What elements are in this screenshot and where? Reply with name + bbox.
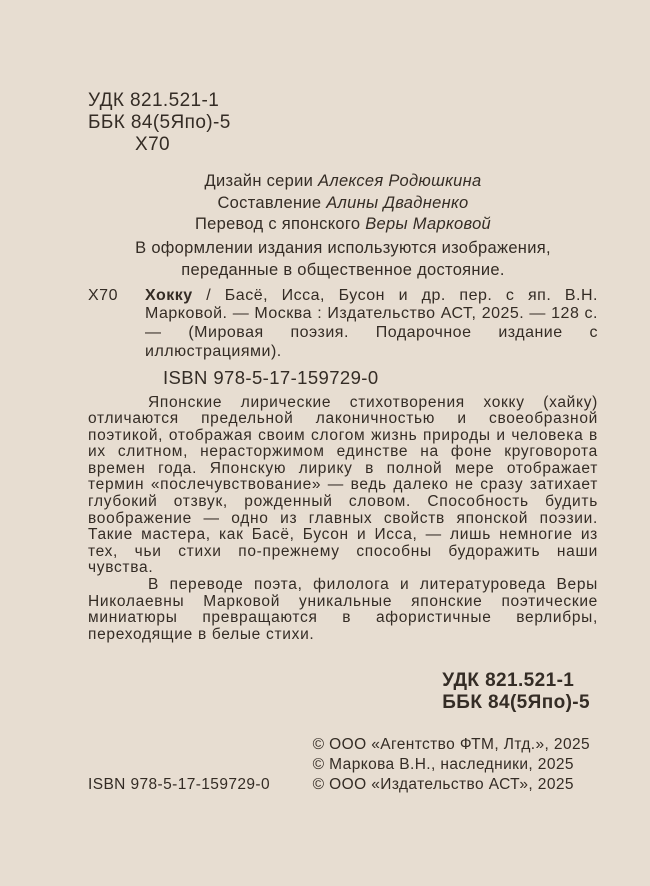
credit-line-compilation bbox=[88, 193, 598, 215]
author-sign-code: Х70 bbox=[135, 134, 171, 155]
udk-code-bottom: УДК 821.521-1 bbox=[442, 669, 575, 691]
public-domain-notice: В оформлении издания используются изображения, переданные в общественное достояние. bbox=[135, 238, 551, 279]
credit-name: Алины Двадненко bbox=[326, 193, 469, 212]
credit-role: Перевод с японского bbox=[194, 215, 366, 233]
bbk-code-bottom: ББК 84(5Япо)-5 bbox=[442, 691, 590, 713]
credit-name: Алексея Родюшкина bbox=[318, 172, 482, 190]
bbk-code: ББК 84(5Япо)-5 bbox=[88, 112, 231, 133]
catalog-description-text: / Басё, Исса, Бусон и др. пер. с яп. В.Н. Марковой. — Москва : Издательство АСТ, 2025. — 128 с. — (Мировая поэзия. Подарочное издание с иллюстрациями). bbox=[145, 286, 598, 360]
copyright-line: © ООО «Агентство ФТМ, Лтд.», 2025 bbox=[312, 735, 590, 753]
annotation-paragraph-2: В переводе поэта, филолога и литературоведа Веры Николаевны Марковой уникальные японские поэтические миниатюры превращаются в афористичные верлибры, переходящие в белые стихи. bbox=[88, 576, 598, 643]
bottom-bibliographic-codes bbox=[442, 670, 590, 714]
book-title: Хокку bbox=[145, 286, 193, 304]
credit-role: Составление bbox=[217, 193, 327, 212]
udk-code: УДК 821.521-1 bbox=[88, 90, 220, 111]
copyright-block bbox=[313, 735, 590, 795]
top-bibliographic-codes bbox=[88, 90, 598, 156]
catalog-description bbox=[145, 287, 598, 362]
credit-line-translation bbox=[88, 214, 598, 236]
isbn-number: ISBN 978-5-17-159729-0 bbox=[163, 366, 379, 388]
catalog-author-sign: Х70 bbox=[88, 286, 118, 304]
annotation-paragraph-1: Японские лирические стихотворения хокку (хайку) отличаются предельной лаконичностью и своеобразной поэтикой, отображая своим слогом жизнь природы и человека в их слитном, нерасторжимом единстве на фоне круговорота времен года. Японскую лирику в полной мере отображает термин «послечувствование» — ведь далеко не сразу затихает глубокий отзвук, рожденный словом. Способность будить воображение — одно из главных свойств японской поэзии. Такие мастера, как Басё, Бусон и Исса, — лишь немногие из тех, чьи стихи по-прежнему способны будоражить наши чувства. bbox=[88, 394, 598, 577]
copyright-line: © Маркова В.Н., наследники, 2025 bbox=[312, 755, 574, 773]
isbn-number-bottom: ISBN 978-5-17-159729-0 bbox=[88, 775, 270, 793]
annotation-block bbox=[88, 395, 598, 659]
credit-line-design bbox=[88, 171, 598, 193]
credit-role: Дизайн серии bbox=[204, 172, 319, 190]
catalog-entry bbox=[88, 287, 598, 367]
credits-block bbox=[88, 171, 598, 236]
copyright-line: © ООО «Издательство АСТ», 2025 bbox=[312, 775, 574, 793]
footer-block bbox=[88, 735, 598, 795]
credit-name: Веры Марковой bbox=[365, 215, 492, 233]
